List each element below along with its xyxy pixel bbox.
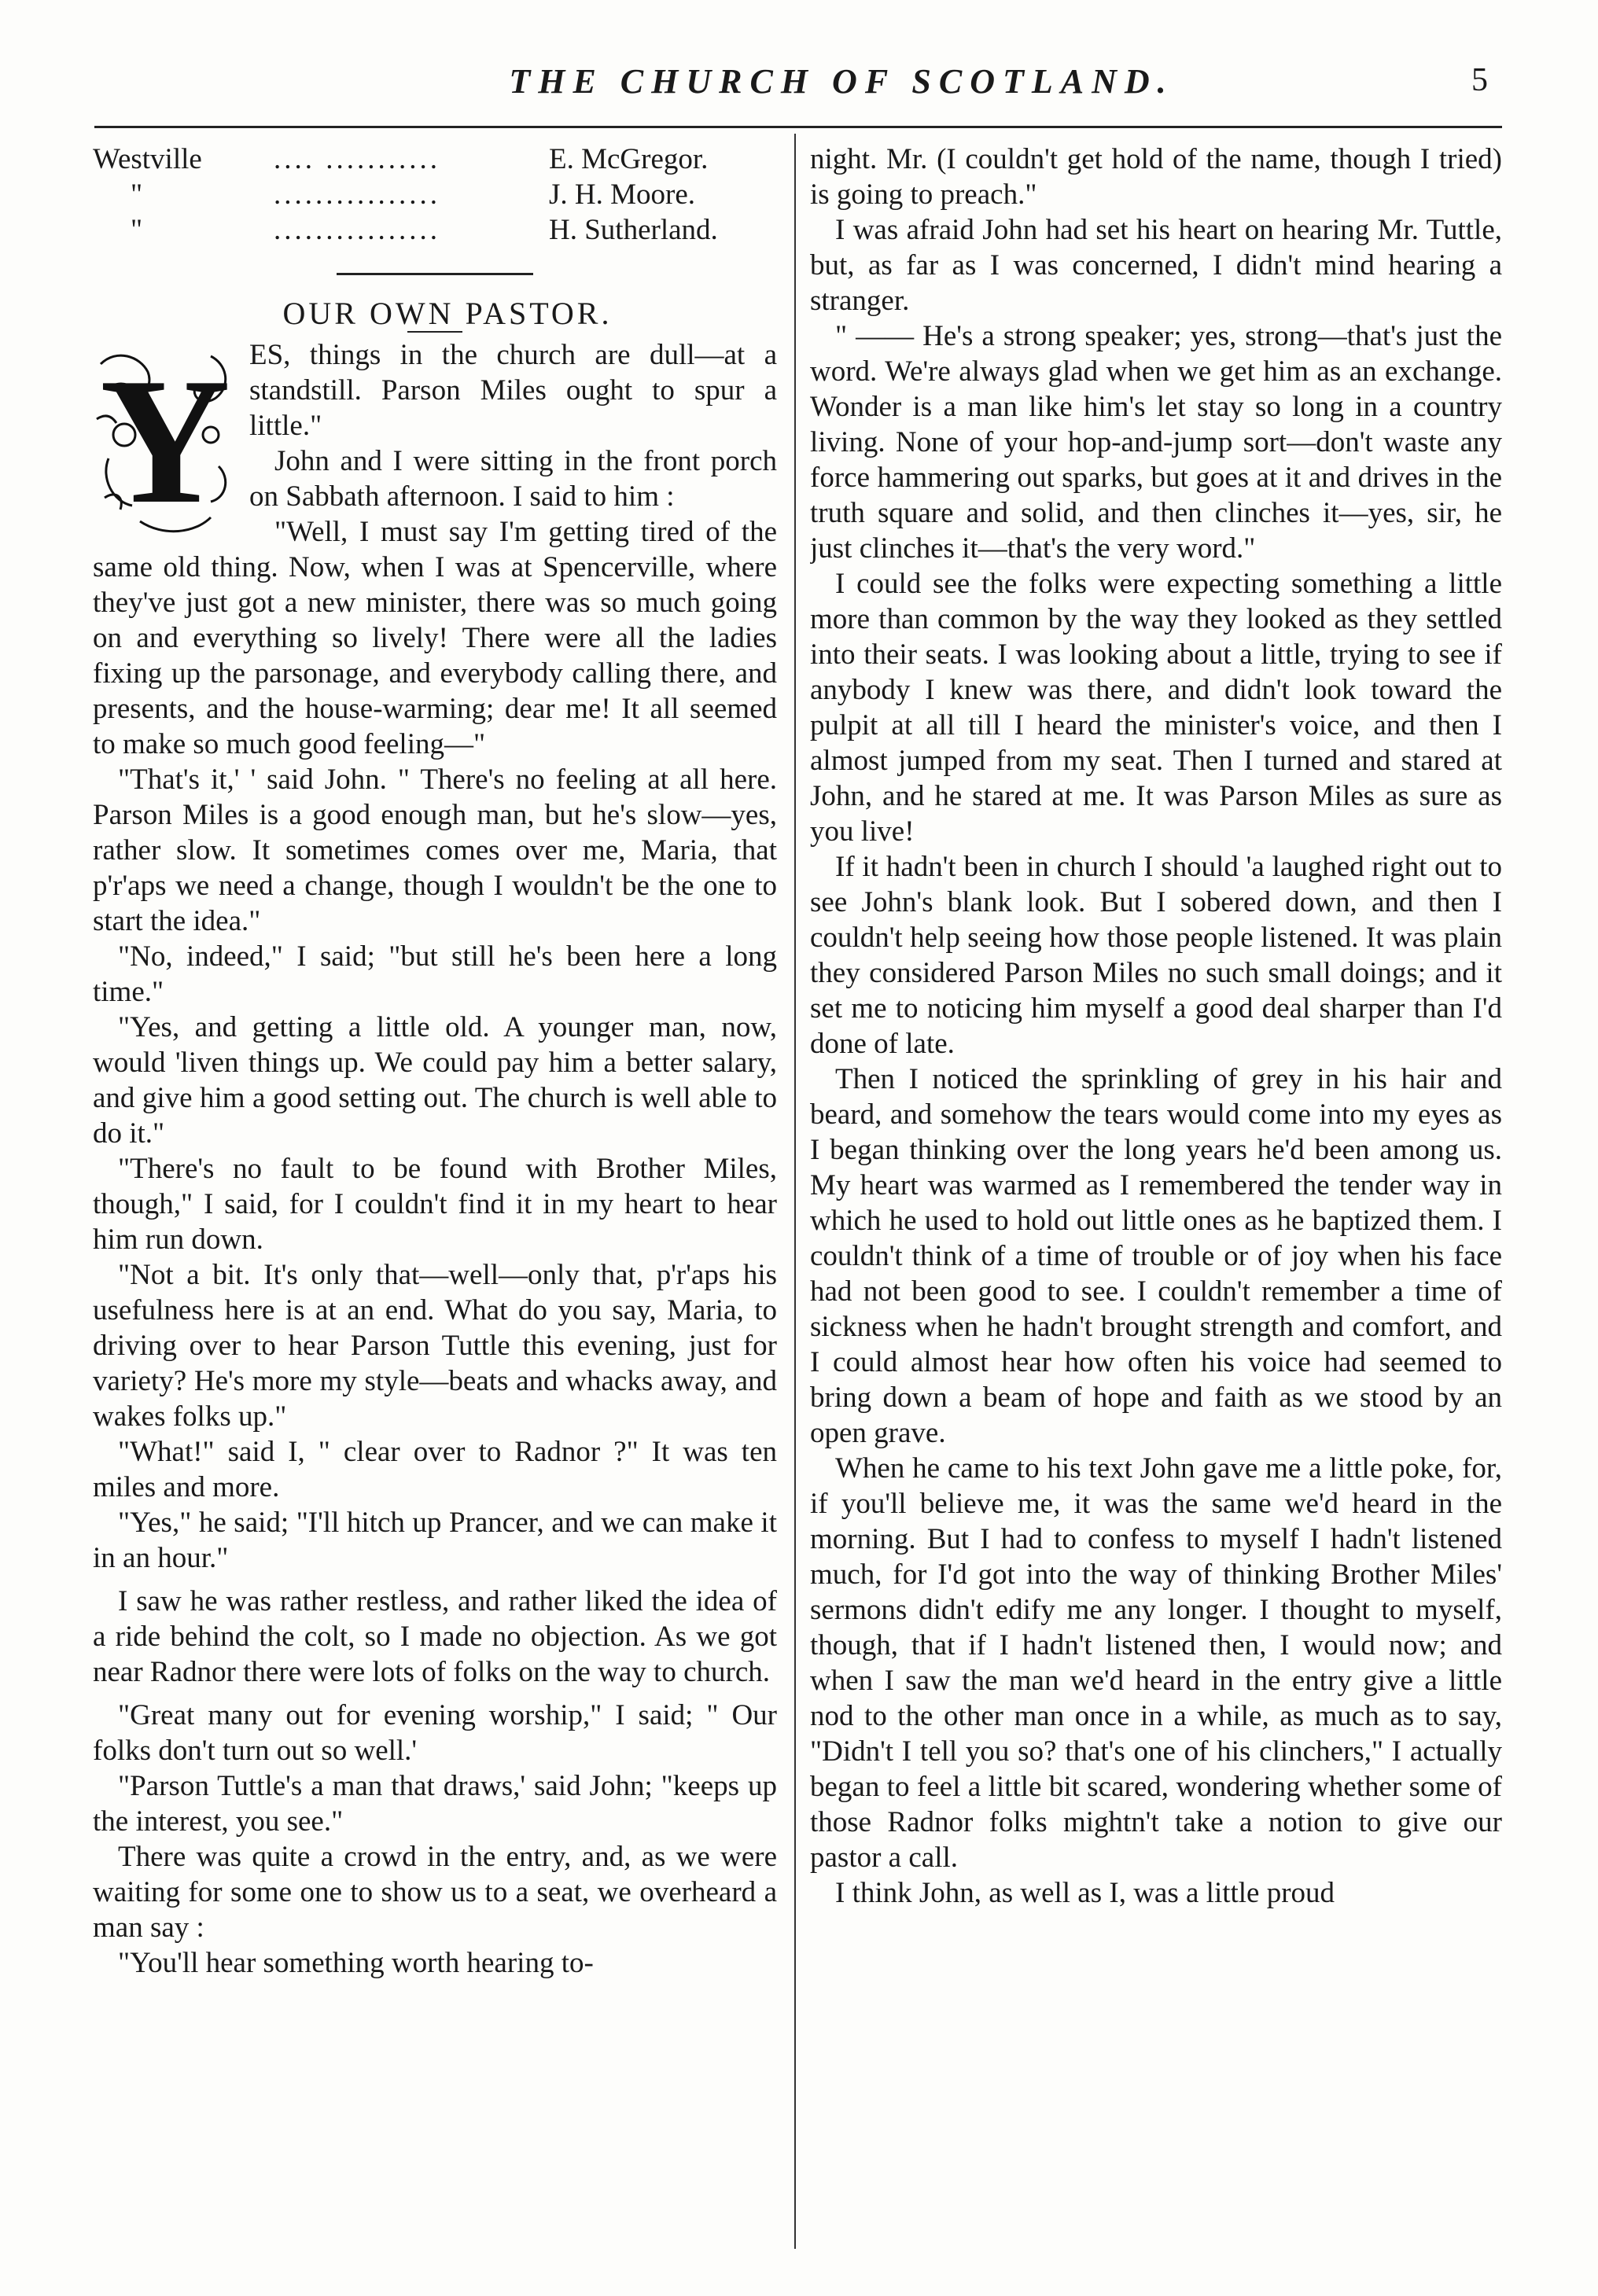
article-paragraph: John and I were sitting in the front porch on Sabbath afternoon. I said to him : [249,445,777,513]
ditto-mark: " [131,214,143,246]
article-paragraph: ES, things in the church are dull—at a standstill. Parson Miles ought to spur a little." [249,339,777,442]
article-paragraph: "No, indeed," I said; "but still he's been here a long time." [93,940,777,1008]
article-paragraph: "There's no fault to be found with Brother Miles, though," I said, for I couldn't find it in my heart to hear him run down. [93,1153,777,1256]
header-rule [94,126,1502,128]
ditto-mark: " [131,178,143,211]
svg-text:Y: Y [99,340,231,541]
article-paragraph: "Great many out for evening worship," I said; " Our folks don't turn out so well.' [93,1699,777,1767]
article-paragraph: night. Mr. (I couldn't get hold of the name, though I tried) is going to preach." [810,143,1502,211]
title-rule [407,331,462,333]
article-paragraph: I was afraid John had set his heart on hearing Mr. Tuttle, but, as far as I was concerned, I didn't mind hearing a stranger. [810,214,1502,317]
ornamental-drop-cap [93,340,238,546]
article-paragraph: I saw he was rather restless, and rather liked the idea of a ride behind the colt, so I made no objection. As we got near Radnor there were lots of folks on the way to church. [93,1585,777,1688]
article-title: OUR OWN PASTOR. [282,296,613,331]
subscription-name: J. H. Moore. [549,178,696,211]
article-paragraph: Then I noticed the sprinkling of grey in his hair and beard, and somehow the tears would come into my eyes as I began thinking over the long years he'd been among us. My heart was warmed as I remembered the tender way in which he used to hold out little ones as he baptized them. I couldn't think of a time of trouble or of joy when his face had not been good to see. I couldn't remember a time of sickness when he hadn't brought strength and comfort, and I could almost hear how often his voice had seemed to bring down a beam of hope and faith as we stood by an open grave. [810,1063,1502,1449]
leader-dots: ................ [274,214,440,246]
left-column [93,142,777,2265]
article-paragraph: "Parson Tuttle's a man that draws,' said John; "keeps up the interest, you see." [93,1770,777,1838]
article-paragraph: "Well, I must say I'm getting tired of the same old thing. Now, when I was at Spencerville, where they've just got a new minister, there was so much going on and everything so lively! There were all the ladies fixing up the parsonage, and everybody calling there, and presents, and the house-warming; dear me! It all seemed to make so much good feeling—" [93,516,777,760]
subscription-row [93,142,777,177]
subscription-list [93,142,777,248]
running-header: THE CHURCH OF SCOTLAND. [509,62,1174,101]
article-paragraph: "That's it,' ' said John. " There's no feeling at all here. Parson Miles is a good enough man, but he's slow—yes, rather slow. It sometimes comes over me, Maria, that p'r'aps we need a change, though I wouldn't be the one to start the idea." [93,763,777,937]
article-paragraph: "Yes, and getting a little old. A younger man, now, would 'liven things up. We could pay him a better salary, and give him a good setting out. The church is well able to do it." [93,1011,777,1150]
article-paragraph: If it hadn't been in church I should 'a laughed right out to see John's blank look. But I sobered down, and then I couldn't help seeing how those people listened. It was plain they considered Parson Miles no such small doings; and it set me to noticing him myself a good deal sharper than I'd done of late. [810,851,1502,1060]
article-paragraph: "Yes," he said; "I'll hitch up Prancer, and we can make it in an hour." [93,1507,777,1574]
article-paragraph: I think John, as well as I, was a little proud [835,1877,1335,1909]
subscription-row [93,212,777,248]
subscription-place: Westville [93,143,202,175]
subscription-name: H. Sutherland. [549,214,718,246]
right-column [810,142,1502,2265]
article-paragraph: I could see the folks were expecting something a little more than common by the way they looked as they settled into their seats. I was looking about a little, trying to see if anybody I knew was there, and didn't look toward the pulpit at all till I heard the minister's voice, and then I almost jumped from my seat. Then I turned and stared at John, and he stared at me. It was Parson Miles as sure as you live! [810,568,1502,848]
article-paragraph: "What!" said I, " clear over to Radnor ?" It was ten miles and more. [93,1436,777,1503]
article-paragraph: "You'll hear something worth hearing to- [118,1947,594,1979]
page-number: 5 [1471,62,1488,98]
subscription-name: E. McGregor. [549,143,709,175]
article-paragraph: When he came to his text John gave me a little poke, for, if you'll believe me, it was the same we'd heard in the morning. But I had to confess to myself I hadn't listened much, for I'd got into the way of thinking Brother Miles' sermons didn't edify me any longer. I thought to myself, though, that if I hadn't listened then, I would now; and when I saw the man we'd heard in the entry give a little nod to the other man once in a while, as much as to say, "Didn't I tell you so? that's one of his clinchers," I actually began to feel a little bit scared, wondering whether some of those Radnor folks mightn't take a notion to give our pastor a call. [810,1452,1502,1874]
article-paragraph: "Not a bit. It's only that—well—only that, p'r'aps his usefulness here is at an end. What do you say, Maria, to driving over to hear Parson Tuttle this evening, just for variety? He's more my style—beats and whacks away, and wakes folks up." [93,1259,777,1433]
column-divider [794,134,796,2249]
article-paragraph: There was quite a crowd in the entry, and, as we were waiting for some one to show us to a seat, we overheard a man say : [93,1841,777,1944]
leader-dots: .... ........... [274,143,440,175]
section-rule [337,273,533,275]
article-paragraph: " —— He's a strong speaker; yes, strong—that's just the word. We're always glad when we get him as an exchange. Wonder is a man like him's let stay so long in a country living. None of your hop-and-jump sort—don't waste any force hammering out sparks, but goes at it and drives in the truth square and solid, and then clinches it—yes, sir, he just clinches it—that's the very word." [810,320,1502,565]
subscription-row [93,177,777,212]
leader-dots: ................ [274,178,440,211]
